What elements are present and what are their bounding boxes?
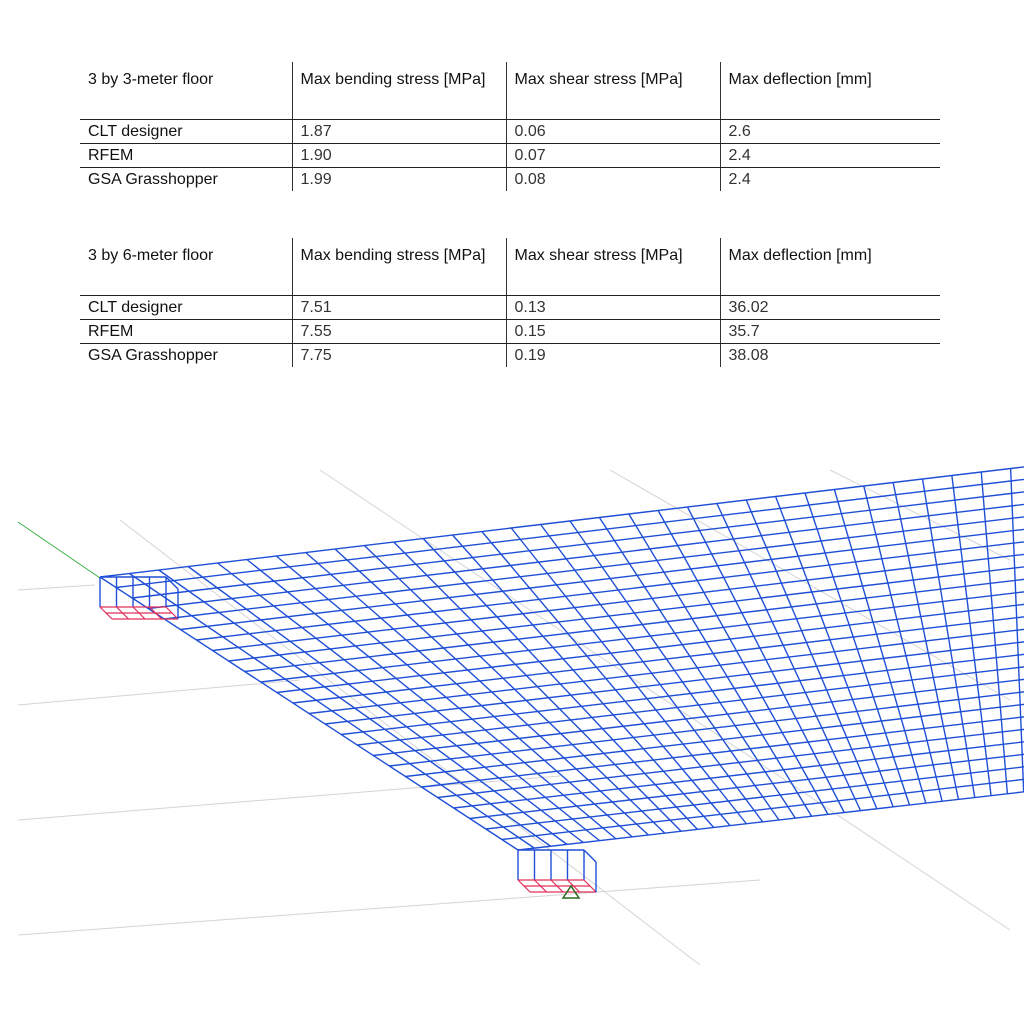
mesh-line <box>180 528 1024 630</box>
mesh-line <box>453 535 714 828</box>
mesh-line <box>482 532 730 826</box>
shear-value: 0.08 <box>506 168 720 192</box>
mesh-line <box>717 504 861 811</box>
ground-grid-line <box>18 585 95 590</box>
mesh-line <box>373 678 1024 756</box>
shear-value: 0.19 <box>506 344 720 368</box>
header-deflection: Max deflection [mm] <box>720 62 940 120</box>
mesh-line <box>213 553 1024 651</box>
ground-grid-line <box>18 880 760 935</box>
shear-value: 0.06 <box>506 120 720 144</box>
ground-grid-line <box>18 776 560 820</box>
deflection-value: 35.7 <box>720 320 940 344</box>
results-table-3x6 <box>80 238 940 367</box>
deflection-value: 38.08 <box>720 344 940 368</box>
bending-value: 7.75 <box>292 344 506 368</box>
mesh-line <box>776 497 894 807</box>
ground-grid-line <box>120 520 700 965</box>
table-header-row <box>80 62 940 120</box>
shear-value: 0.07 <box>506 144 720 168</box>
header-shear: Max shear stress [MPa] <box>506 238 720 296</box>
mesh-line <box>129 574 534 849</box>
bending-value: 1.99 <box>292 168 506 192</box>
mesh-line <box>629 514 812 816</box>
fe-model-view[interactable] <box>0 440 1024 1000</box>
row-label: GSA Grasshopper <box>88 171 218 188</box>
table-row <box>80 144 940 168</box>
bending-value: 7.55 <box>292 320 506 344</box>
header-shear: Max shear stress [MPa] <box>506 62 720 120</box>
header-floor: 3 by 3-meter floor <box>80 62 292 120</box>
y-axis-line <box>18 522 100 578</box>
table-row <box>80 168 940 192</box>
deflection-value: 36.02 <box>720 296 940 320</box>
header-deflection: Max deflection [mm] <box>720 238 940 296</box>
results-table-3x3 <box>80 62 940 191</box>
deflection-value: 2.6 <box>720 120 940 144</box>
table-row <box>80 344 940 368</box>
support-front <box>518 850 596 892</box>
table-row <box>80 120 940 144</box>
bending-value: 1.87 <box>292 120 506 144</box>
row-label: RFEM <box>80 320 292 344</box>
row-label: CLT designer <box>80 296 292 320</box>
mesh-line <box>196 540 1024 640</box>
row-label: GSA Grasshopper <box>88 347 218 364</box>
deflection-value: 2.4 <box>720 144 940 168</box>
mesh-line <box>357 665 1024 745</box>
mesh-line <box>599 518 795 819</box>
ground-grid <box>18 470 1010 965</box>
bending-value: 7.51 <box>292 296 506 320</box>
table-row <box>80 296 940 320</box>
mesh-line <box>541 525 763 822</box>
mesh-line <box>341 653 1024 735</box>
mesh-line <box>805 493 910 805</box>
ground-grid-line <box>18 680 300 705</box>
header-floor: 3 by 6-meter floor <box>80 238 292 296</box>
support-edge <box>584 850 596 862</box>
row-label: RFEM <box>80 144 292 168</box>
shear-value: 0.15 <box>506 320 720 344</box>
mesh-line <box>245 578 1024 672</box>
mesh-line <box>100 577 518 850</box>
mesh-line <box>229 565 1024 661</box>
header-bending: Max bending stress [MPa] <box>292 62 506 120</box>
header-bending: Max bending stress [MPa] <box>292 238 506 296</box>
shear-value: 0.13 <box>506 296 720 320</box>
deflection-value: 2.4 <box>720 168 940 192</box>
table-header-row <box>80 238 940 296</box>
mesh-line <box>834 490 925 804</box>
support-left <box>100 577 178 619</box>
mesh-line <box>188 567 567 845</box>
mesh-line <box>746 500 877 809</box>
floor-mesh <box>100 465 1024 850</box>
table-row <box>80 320 940 344</box>
bending-value: 1.90 <box>292 144 506 168</box>
row-label: CLT designer <box>80 120 292 144</box>
